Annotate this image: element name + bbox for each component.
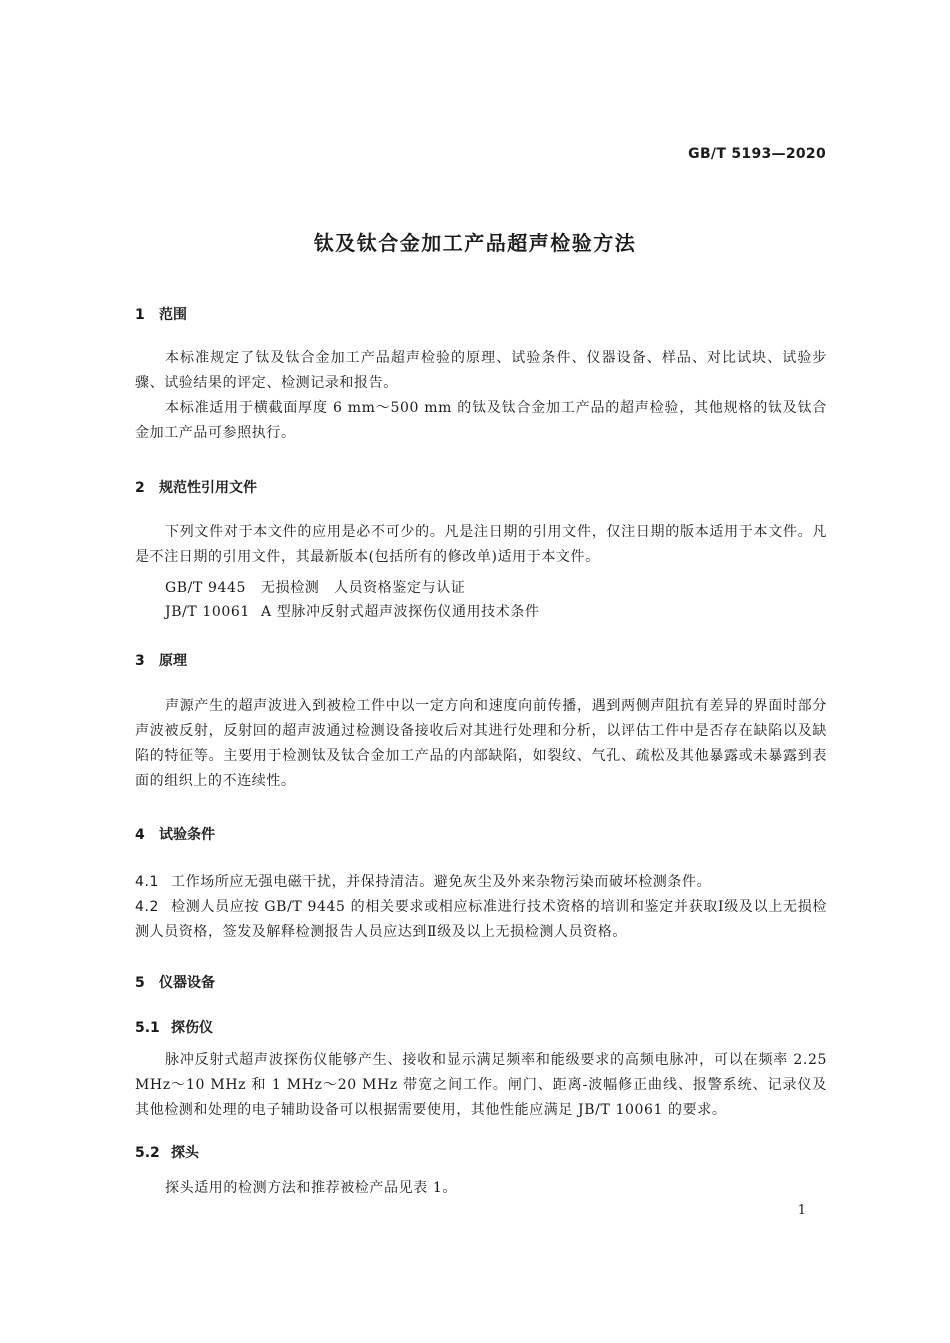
subsection-5-2-paragraph: 探头适用的检测方法和推荐被检产品见表 1。 xyxy=(165,1180,457,1196)
section-number: 1 xyxy=(135,307,145,323)
normative-reference xyxy=(165,577,465,597)
section-number: 4 xyxy=(135,827,145,843)
section-5-heading xyxy=(135,972,215,992)
section-title: 试验条件 xyxy=(159,827,215,843)
section-3-heading xyxy=(135,650,187,670)
clause-number: 4.2 xyxy=(135,899,160,915)
section-2-heading xyxy=(135,477,257,497)
subsection-5-1-heading xyxy=(135,1017,213,1037)
section-1-paragraph-1: 本标准规定了钛及钛合金加工产品超声检验的原理、试验条件、仪器设备、样品、对比试块、试验步骤、试验结果的评定、检测记录和报告。 xyxy=(135,350,827,391)
clause-4-1 xyxy=(135,870,827,895)
section-4-heading xyxy=(135,824,215,844)
standard-code: GB/T 5193—2020 xyxy=(688,146,826,162)
reference-title: A 型脉冲反射式超声波探伤仪通用技术条件 xyxy=(261,604,540,620)
section-2-paragraph-1: 下列文件对于本文件的应用是必不可少的。凡是注日期的引用文件，仅注日期的版本适用于本文件。凡是不注日期的引用文件，其最新版本(包括所有的修改单)适用于本文件。 xyxy=(135,524,827,565)
document-title: 钛及钛合金加工产品超声检验方法 xyxy=(313,231,637,255)
section-number: 2 xyxy=(135,480,145,496)
section-title: 范围 xyxy=(159,307,187,323)
section-1-paragraph-2: 本标准适用于横截面厚度 6 mm～500 mm 的钛及钛合金加工产品的超声检验，其他规格的钛及钛合金加工产品可参照执行。 xyxy=(135,400,827,441)
section-number: 5 xyxy=(135,975,145,991)
section-title: 原理 xyxy=(159,653,187,669)
normative-reference xyxy=(165,601,540,621)
section-title: 仪器设备 xyxy=(159,975,215,991)
subsection-number: 5.1 xyxy=(135,1020,160,1036)
page-number: 1 xyxy=(797,1203,806,1218)
section-3-paragraph-1: 声源产生的超声波进入到被检工件中以一定方向和速度向前传播，遇到两侧声阻抗有差异的界面时部分声波被反射，反射回的超声波通过检测设备接收后对其进行处理和分析，以评估工件中是否存在缺陷以及缺陷的特征等。主要用于检测钛及钛合金加工产品的内部缺陷，如裂纹、气孔、疏松及其他暴露或未暴露到表面的组织上的不连续性。 xyxy=(135,698,827,789)
subsection-title: 探伤仪 xyxy=(171,1020,213,1036)
subsection-5-2-heading xyxy=(135,1142,199,1162)
subsection-number: 5.2 xyxy=(135,1145,160,1161)
clause-text: 检测人员应按 GB/T 9445 的相关要求或相应标准进行技术资格的培训和鉴定并获取Ⅰ级及以上无损检测人员资格，签发及解释检测报告人员应达到Ⅱ级及以上无损检测人员资格。 xyxy=(135,899,827,940)
clause-text: 工作场所应无强电磁干扰，并保持清洁。避免灰尘及外来杂物污染而破坏检测条件。 xyxy=(171,874,712,890)
reference-title: 无损检测 人员资格鉴定与认证 xyxy=(261,580,466,596)
subsection-title: 探头 xyxy=(171,1145,199,1161)
section-1-heading xyxy=(135,304,187,324)
section-title: 规范性引用文件 xyxy=(159,480,257,496)
clause-number: 4.1 xyxy=(135,874,160,890)
reference-code: GB/T 9445 xyxy=(165,580,247,596)
clause-4-2 xyxy=(135,895,827,945)
subsection-5-1-paragraph: 脉冲反射式超声波探伤仪能够产生、接收和显示满足频率和能级要求的高频电脉冲，可以在频率 2.25 MHz～10 MHz 和 1 MHz～20 MHz 带宽之间工作。闸门、距离-波幅修正曲线、报警系统、记录仪及其他检测和处理的电子辅助设备可以根据需要使用，其他性能应满足 JB/T 10061 的要求。 xyxy=(135,1052,827,1118)
reference-code: JB/T 10061 xyxy=(165,604,250,620)
section-number: 3 xyxy=(135,653,145,669)
